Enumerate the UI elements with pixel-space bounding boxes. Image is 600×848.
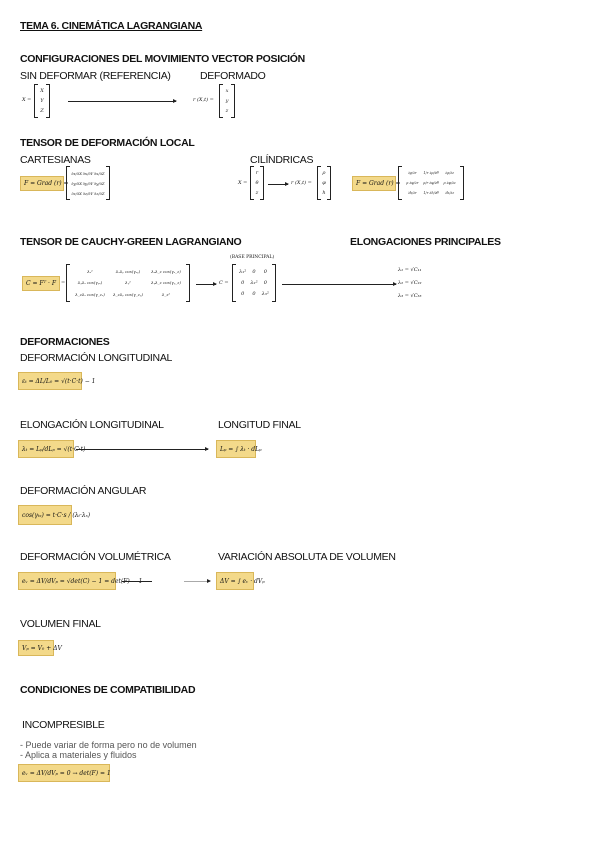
incompressible-label: INCOMPRESIBLE bbox=[22, 719, 105, 731]
matrix-cell: λ_zλₓ cos(γ_zₓ) bbox=[75, 291, 105, 297]
undeformed-label: SIN DEFORMAR (REFERENCIA) bbox=[20, 70, 171, 82]
volumetric-line bbox=[122, 581, 152, 582]
matrix-cell: ∂z/∂Z bbox=[94, 190, 105, 196]
matrix-cell: ∂ρ/∂r bbox=[408, 171, 417, 175]
matrix-cell: λₓ² bbox=[87, 269, 93, 275]
volumetric-label: DEFORMACIÓN VOLUMÉTRICA bbox=[20, 551, 171, 563]
matrix-cell: 0 bbox=[263, 268, 267, 275]
x-vector-item: Y bbox=[40, 98, 44, 104]
matrix-cell: 0 bbox=[252, 291, 256, 298]
elongation-arrow bbox=[282, 284, 396, 285]
page-title: TEMA 6. CINEMÁTICA LAGRANGIANA bbox=[20, 20, 203, 32]
matrix-cell: λ_z² bbox=[161, 291, 171, 297]
x-vector-item: Z bbox=[40, 108, 44, 114]
x-vector-item: X bbox=[40, 88, 44, 94]
matrix-cell: ρ/r ∂φ/∂θ bbox=[423, 181, 439, 185]
elongation-item: λ₁ = √C₁₁ bbox=[398, 267, 422, 273]
x-vector bbox=[34, 84, 50, 118]
longitudinal-label: DEFORMACIÓN LONGITUDINAL bbox=[20, 352, 173, 364]
r-vector-item: y bbox=[225, 98, 229, 104]
incompressible-note: - Aplica a materiales y fluidos bbox=[20, 750, 137, 760]
matrix-cell: ∂h/∂z bbox=[445, 191, 455, 195]
matrix-cell: λₓλᵧ cos(γₓᵧ) bbox=[115, 269, 141, 275]
matrix-cell: 0 bbox=[241, 279, 245, 286]
matrix-cell: ∂y/∂Y bbox=[82, 180, 94, 186]
matrix-cell: λ_zλᵧ cos(γ_zᵧ) bbox=[113, 291, 143, 297]
elongation-to-length-arrow bbox=[76, 449, 208, 450]
cauchy-formula: C = Fᵀ · F bbox=[22, 276, 60, 291]
matrix-cell: ρ ∂φ/∂r bbox=[406, 181, 419, 185]
matrix-cell: λ₂² bbox=[250, 279, 258, 286]
cylindrical-matrix bbox=[398, 166, 464, 200]
elongation-formula: λₜ = Lₚ/dLₚ = √(t·C·t) bbox=[18, 440, 74, 458]
vector-item: ρ bbox=[322, 170, 326, 176]
vector-item: r bbox=[255, 170, 259, 176]
elongation-label: ELONGACIÓN LONGITUDINAL bbox=[20, 419, 164, 431]
matrix-cell: λᵧλₓ cos(γᵧₓ) bbox=[77, 280, 103, 286]
matrix-cell: ∂x/∂Y bbox=[82, 170, 94, 176]
c-label: C = bbox=[219, 280, 229, 286]
matrix-cell: ∂y/∂Z bbox=[94, 180, 105, 186]
x-label: X = bbox=[22, 97, 32, 103]
matrix-cell: λ₁² bbox=[239, 268, 247, 275]
cyl-r-label: r (X,t) = bbox=[291, 180, 312, 186]
matrix-cell: 1/r ∂h/∂θ bbox=[423, 191, 439, 195]
cyl-arrow bbox=[268, 184, 288, 185]
cylindrical-label: CILÍNDRICAS bbox=[250, 154, 314, 166]
matrix-cell: λ₃² bbox=[261, 291, 269, 298]
cyl-x-label: X = bbox=[238, 180, 248, 186]
matrix-cell: 0 bbox=[241, 291, 245, 298]
abs-volume-label: VARIACIÓN ABSOLUTA DE VOLUMEN bbox=[218, 551, 396, 563]
incompressible-formula: eᵥ = ΔV/dVₚ = 0 → det(F) = 1 bbox=[18, 764, 110, 782]
config-heading: CONFIGURACIONES DEL MOVIMIENTO VECTOR POSICIÓN bbox=[20, 53, 305, 65]
matrix-cell: λₓλ_z cos(γₓ_z) bbox=[151, 269, 181, 275]
cartesian-matrix bbox=[66, 166, 110, 200]
principal-matrix bbox=[232, 264, 276, 302]
matrix-cell: ρ ∂φ/∂z bbox=[443, 181, 456, 185]
base-principal-label: (BASE PRINCIPAL) bbox=[230, 255, 275, 260]
final-volume-formula: Vₚ = V₀ + ΔV bbox=[18, 640, 54, 656]
matrix-cell: ∂z/∂Y bbox=[82, 190, 94, 196]
elongation-item: λ₃ = √C₃₃ bbox=[398, 293, 422, 299]
matrix-cell: ∂x/∂X bbox=[71, 170, 82, 176]
elongations-heading: ELONGACIONES PRINCIPALES bbox=[350, 236, 501, 248]
longitudinal-formula: εₜ = ΔL/L₀ = √(t·C·t) − 1 bbox=[18, 372, 82, 390]
incompressible-note: - Puede variar de forma pero no de volumen bbox=[20, 740, 197, 750]
final-length-formula: Lₚ = ∫ λₜ · dLₚ bbox=[216, 440, 256, 458]
matrix-cell: ∂ρ/∂z bbox=[445, 171, 454, 175]
vector-item: θ bbox=[255, 180, 259, 186]
deformaciones-heading: DEFORMACIONES bbox=[20, 336, 110, 348]
cauchy-matrix bbox=[66, 264, 190, 302]
vector-item: z bbox=[255, 190, 259, 196]
angular-label: DEFORMACIÓN ANGULAR bbox=[20, 485, 147, 497]
cyl-x-vector bbox=[250, 166, 264, 200]
elongation-list bbox=[398, 264, 422, 303]
angular-formula: cos(γₜₛ) = t·C·s / (λₜ·λₛ) bbox=[18, 505, 72, 525]
cartesian-formula: F = Grad (r) = bbox=[20, 176, 64, 191]
matrix-cell: ∂z/∂X bbox=[71, 190, 82, 196]
elongation-item: λ₂ = √C₂₂ bbox=[398, 280, 422, 286]
abs-volume-formula: ΔV = ∫ eᵥ · dVₚ bbox=[216, 572, 254, 590]
cartesian-label: CARTESIANAS bbox=[20, 154, 91, 166]
compat-heading: CONDICIONES DE COMPATIBILIDAD bbox=[20, 684, 196, 696]
cauchy-arrow bbox=[196, 284, 216, 285]
cylindrical-formula: F = Grad (r) = bbox=[352, 176, 396, 191]
r-vector bbox=[219, 84, 235, 118]
final-length-label: LONGITUD FINAL bbox=[218, 419, 301, 431]
config-arrow bbox=[68, 101, 176, 102]
final-volume-label: VOLUMEN FINAL bbox=[20, 618, 101, 630]
cauchy-heading: TENSOR DE CAUCHY-GREEN LAGRANGIANO bbox=[20, 236, 242, 248]
matrix-cell: ∂y/∂X bbox=[71, 180, 82, 186]
matrix-cell: λᵧλ_z cos(γᵧ_z) bbox=[151, 280, 181, 286]
equals-sign: = bbox=[61, 280, 66, 286]
matrix-cell: ∂h/∂r bbox=[407, 191, 417, 195]
r-label: r (X,t) = bbox=[193, 97, 214, 103]
r-vector-item: x bbox=[225, 88, 229, 94]
matrix-cell: ∂x/∂Z bbox=[94, 170, 105, 176]
vector-item: φ bbox=[322, 180, 326, 186]
tensor-local-heading: TENSOR DE DEFORMACIÓN LOCAL bbox=[20, 137, 195, 149]
matrix-cell: λᵧ² bbox=[125, 280, 131, 286]
matrix-cell: 0 bbox=[263, 279, 267, 286]
volumetric-formula: eᵥ = ΔV/dVₚ = √det(C) − 1 = det(F) − 1 bbox=[18, 572, 116, 590]
volumetric-arrow bbox=[184, 581, 210, 582]
r-vector-item: z bbox=[225, 108, 229, 114]
deformed-label: DEFORMADO bbox=[200, 70, 266, 82]
cyl-r-vector bbox=[317, 166, 331, 200]
vector-item: h bbox=[322, 190, 326, 196]
matrix-cell: 1/r ∂ρ/∂θ bbox=[423, 171, 439, 175]
matrix-cell: 0 bbox=[252, 268, 256, 275]
